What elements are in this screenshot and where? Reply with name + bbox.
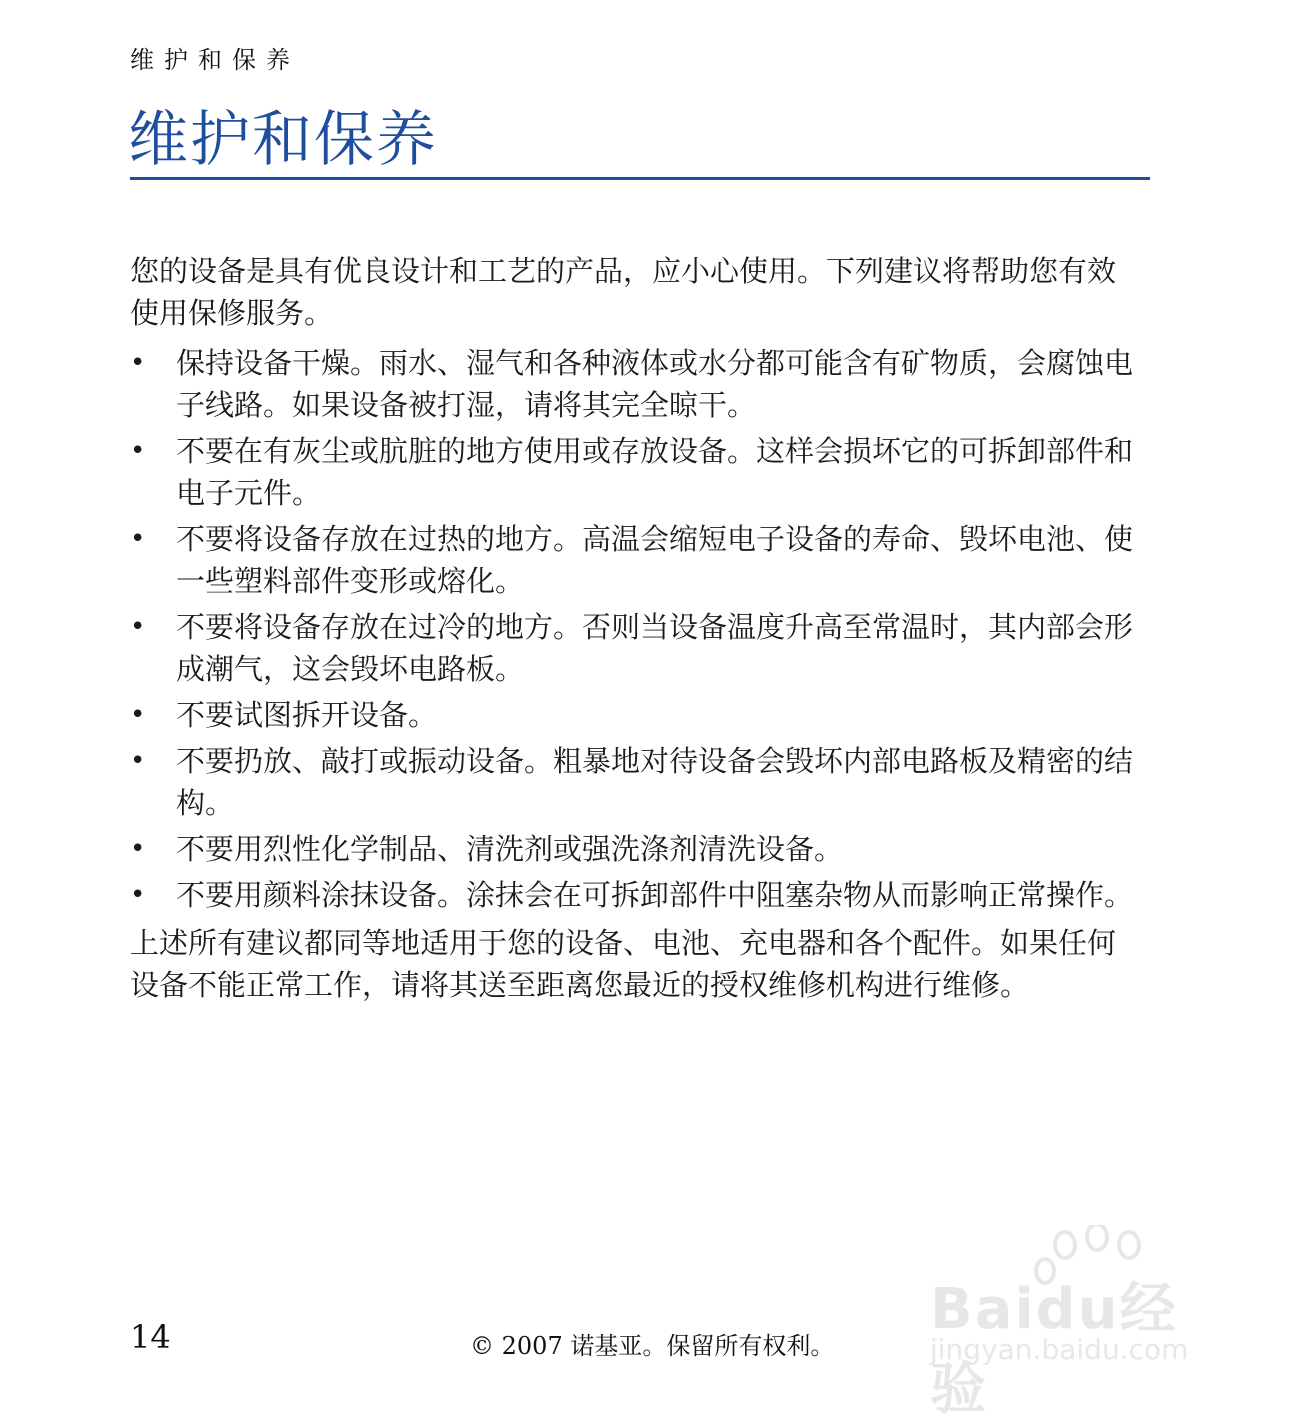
bullet-icon: • (130, 834, 146, 864)
bullet-icon: • (130, 612, 146, 642)
list-item (130, 430, 1140, 514)
bullet-icon: • (130, 746, 146, 776)
list-item-text: 不要用烈性化学制品、清洗剂或强洗涤剂清洗设备。 (176, 832, 844, 866)
bullet-icon: • (130, 348, 146, 378)
list-item (130, 606, 1140, 690)
list-item-text: 不要将设备存放在过热的地方。高温会缩短电子设备的寿命、毁坏电池、使一些塑料部件变形或熔化。 (176, 522, 1134, 598)
list-item-text: 保持设备干燥。雨水、湿气和各种液体或水分都可能含有矿物质，会腐蚀电子线路。如果设备被打湿，请将其完全晾干。 (176, 346, 1134, 422)
watermark-url: jingyan.baidu.com (930, 1333, 1189, 1366)
closing-paragraph: 上述所有建议都同等地适用于您的设备、电池、充电器和各个配件。如果任何设备不能正常工作，请将其送至距离您最近的授权维修机构进行维修。 (130, 926, 1117, 1002)
title-rule (130, 177, 1150, 180)
page-content (130, 250, 1140, 1014)
list-item-text: 不要试图拆开设备。 (176, 698, 438, 732)
bullet-icon: • (130, 700, 146, 730)
list-item (130, 874, 1140, 916)
list-item (130, 342, 1140, 426)
page-number: 14 (130, 1318, 171, 1356)
list-item (130, 740, 1140, 824)
list-item-text: 不要在有灰尘或肮脏的地方使用或存放设备。这样会损坏它的可拆卸部件和电子元件。 (176, 434, 1134, 510)
list-item (130, 518, 1140, 602)
care-tips-list (130, 342, 1140, 916)
bullet-icon: • (130, 524, 146, 554)
list-item-text: 不要扔放、敲打或振动设备。粗暴地对待设备会毁坏内部电路板及精密的结构。 (176, 744, 1134, 820)
copyright-notice: © 2007 诺基亚。保留所有权利。 (470, 1332, 835, 1360)
watermark-brand: Baidu经验 (930, 1277, 1178, 1422)
bullet-icon: • (130, 436, 146, 466)
chapter-title: 维护和保养 (128, 105, 438, 175)
intro-paragraph: 您的设备是具有优良设计和工艺的产品，应小心使用。下列建议将帮助您有效使用保修服务。 (130, 254, 1117, 330)
bullet-icon: • (130, 880, 146, 910)
running-header: 维护和保养 (130, 46, 300, 74)
list-item (130, 828, 1140, 870)
list-item-text: 不要用颜料涂抹设备。涂抹会在可拆卸部件中阻塞杂物从而影响正常操作。 (176, 878, 1134, 912)
list-item (130, 694, 1140, 736)
list-item-text: 不要将设备存放在过冷的地方。否则当设备温度升高至常温时，其内部会形成潮气，这会毁坏电路板。 (176, 610, 1134, 686)
baidu-watermark (925, 1225, 1235, 1422)
